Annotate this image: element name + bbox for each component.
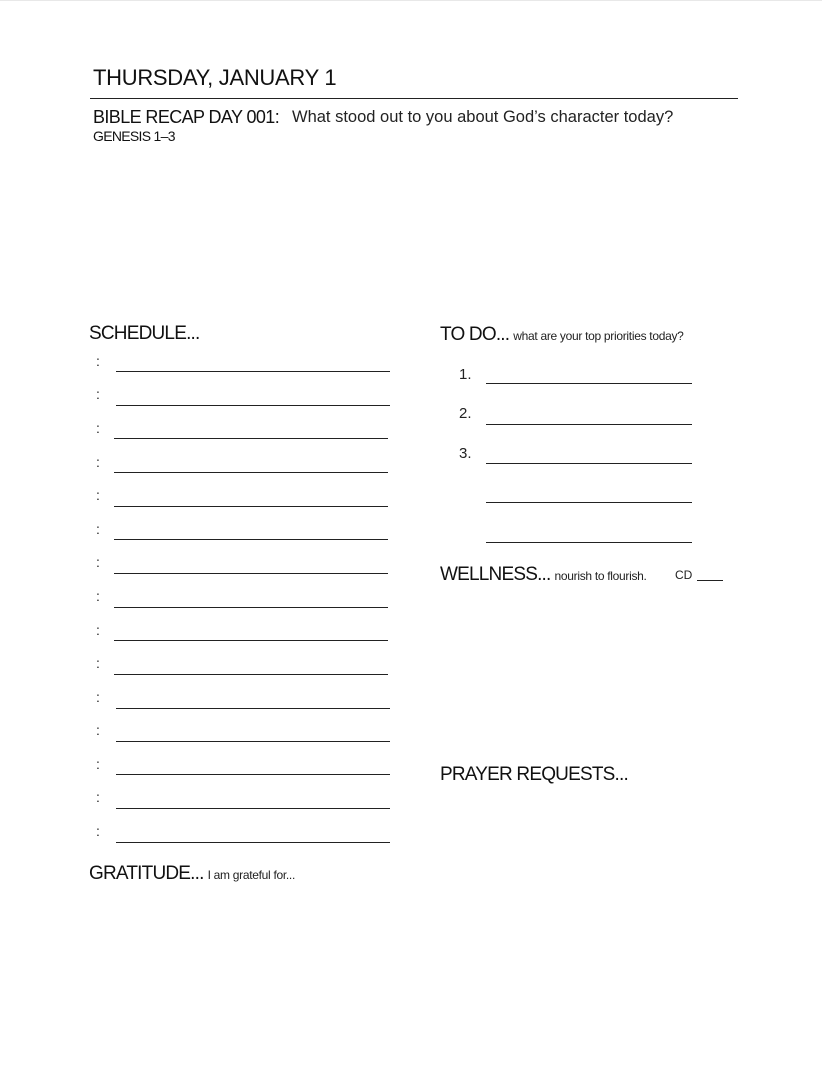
todo-item-number: 2. <box>459 405 472 422</box>
todo-write-line[interactable] <box>486 542 692 543</box>
wellness-cd-label: CD <box>675 568 693 582</box>
schedule-write-line[interactable] <box>116 808 390 809</box>
bible-recap-label: BIBLE RECAP DAY 001: <box>93 107 280 127</box>
schedule-time-colon: : <box>96 554 100 570</box>
todo-heading-label: TO DO... <box>440 324 510 345</box>
schedule-write-line[interactable] <box>116 371 390 372</box>
schedule-time-colon: : <box>96 588 100 604</box>
schedule-row[interactable] <box>90 521 400 555</box>
schedule-write-line[interactable] <box>114 607 388 608</box>
schedule-row[interactable] <box>90 420 400 454</box>
prayer-requests-heading-label: PRAYER REQUESTS... <box>440 764 628 785</box>
schedule-time-colon: : <box>96 823 100 839</box>
schedule-write-line[interactable] <box>116 842 390 843</box>
schedule-row[interactable] <box>90 722 400 756</box>
wellness-subtitle: nourish to flourish. <box>554 569 647 583</box>
todo-write-line[interactable] <box>486 502 692 503</box>
schedule-time-colon: : <box>96 655 100 671</box>
wellness-heading-label: WELLNESS... <box>440 564 551 585</box>
schedule-row[interactable] <box>90 622 400 656</box>
gratitude-heading-label: GRATITUDE... <box>89 863 204 884</box>
wellness-cd-write-line[interactable] <box>697 580 723 581</box>
schedule-row[interactable] <box>90 689 400 723</box>
schedule-row[interactable] <box>90 789 400 823</box>
schedule-row[interactable] <box>90 487 400 521</box>
gratitude-heading <box>89 863 295 885</box>
schedule-time-colon: : <box>96 521 100 537</box>
schedule-time-colon: : <box>96 420 100 436</box>
schedule-time-colon: : <box>96 722 100 738</box>
wellness-heading <box>440 564 647 586</box>
schedule-time-colon: : <box>96 789 100 805</box>
schedule-row[interactable] <box>90 353 400 387</box>
todo-write-line[interactable] <box>486 463 692 464</box>
todo-write-line[interactable] <box>486 424 692 425</box>
schedule-time-colon: : <box>96 487 100 503</box>
schedule-time-colon: : <box>96 756 100 772</box>
schedule-write-line[interactable] <box>116 405 390 406</box>
prayer-requests-heading <box>440 764 628 786</box>
title-divider <box>90 98 738 99</box>
schedule-time-colon: : <box>96 454 100 470</box>
schedule-row[interactable] <box>90 554 400 588</box>
schedule-row[interactable] <box>90 823 400 857</box>
schedule-write-line[interactable] <box>114 640 388 641</box>
gratitude-subtitle: I am grateful for... <box>207 868 295 882</box>
schedule-write-line[interactable] <box>114 674 388 675</box>
schedule-time-colon: : <box>96 622 100 638</box>
schedule-time-colon: : <box>96 689 100 705</box>
schedule-time-colon: : <box>96 353 100 369</box>
todo-write-line[interactable] <box>486 383 692 384</box>
schedule-row[interactable] <box>90 386 400 420</box>
todo-item-number: 1. <box>459 366 472 383</box>
schedule-row[interactable] <box>90 454 400 488</box>
schedule-row[interactable] <box>90 756 400 790</box>
schedule-write-line[interactable] <box>114 506 388 507</box>
schedule-write-line[interactable] <box>114 539 388 540</box>
schedule-write-line[interactable] <box>114 438 388 439</box>
schedule-heading <box>89 323 200 345</box>
schedule-row[interactable] <box>90 588 400 622</box>
schedule-heading-label: SCHEDULE... <box>89 323 200 344</box>
schedule-write-line[interactable] <box>116 708 390 709</box>
page-title-date: THURSDAY, JANUARY 1 <box>93 65 337 90</box>
schedule-write-line[interactable] <box>114 472 388 473</box>
schedule-write-line[interactable] <box>114 573 388 574</box>
schedule-write-line[interactable] <box>116 741 390 742</box>
schedule-write-line[interactable] <box>116 774 390 775</box>
bible-recap-reading: GENESIS 1–3 <box>93 128 175 144</box>
schedule-time-colon: : <box>96 386 100 402</box>
todo-heading <box>440 324 684 346</box>
todo-item-number: 3. <box>459 445 472 462</box>
todo-subtitle: what are your top priorities today? <box>513 329 684 343</box>
schedule-row[interactable] <box>90 655 400 689</box>
bible-recap-question: What stood out to you about God’s character today? <box>292 108 674 126</box>
